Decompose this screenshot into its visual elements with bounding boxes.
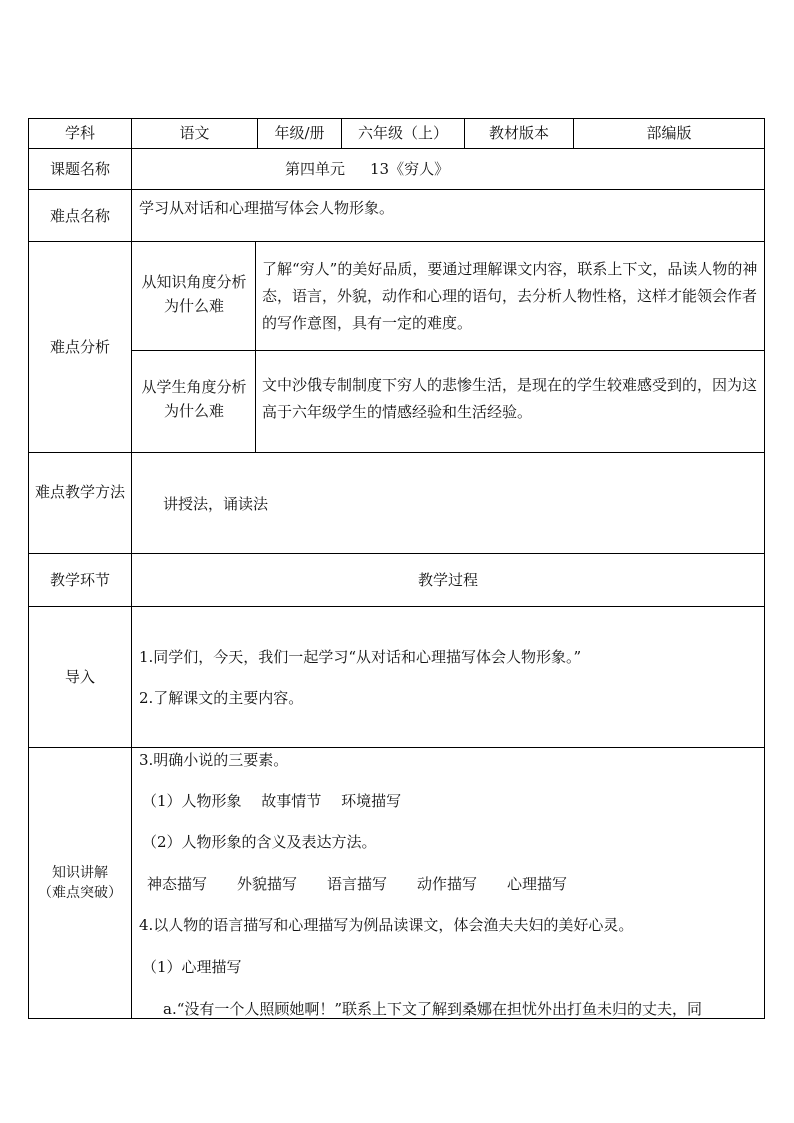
edition-value: 部编版 xyxy=(646,124,692,142)
knowledge-line-6: （1）心理描写 xyxy=(142,958,242,976)
student-angle-label: 从学生角度分析为什么难 xyxy=(141,378,247,420)
table-rule xyxy=(28,553,765,554)
analysis-label: 难点分析 xyxy=(49,338,110,356)
lesson-title: 13《穷人》 xyxy=(370,160,450,178)
method-label: 难点教学方法 xyxy=(34,483,125,501)
student-angle-text: 文中沙俄专制制度下穷人的悲惨生活，是现在的学生较难感受到的，因为这高于六年级学生的情感经验和生活经验。 xyxy=(262,376,758,421)
knowledge-line-7: a.“没有一个人照顾她啊！”联系上下文了解到桑娜在担忧外出打鱼未归的丈夫，同 xyxy=(163,1000,703,1018)
knowledge-line-1: 3.明确小说的三要素。 xyxy=(139,751,289,769)
difficulty-label: 难点名称 xyxy=(49,207,110,225)
table-rule xyxy=(28,241,765,242)
knowledge-label: 知识讲解 xyxy=(52,865,108,881)
table-rule xyxy=(255,241,256,452)
knowledge-line-5: 4.以人物的语言描写和心理描写为例品读课文，体会渔夫夫妇的美好心灵。 xyxy=(139,916,634,934)
table-rule xyxy=(764,118,765,1018)
table-rule xyxy=(28,148,765,149)
method-value: 讲授法，诵读法 xyxy=(163,495,269,513)
lesson-label: 课题名称 xyxy=(49,160,110,178)
intro-line-1: 1.同学们，今天，我们一起学习“从对话和心理描写体会人物形象。” xyxy=(139,648,582,666)
process-header: 教学过程 xyxy=(417,571,478,589)
knowledge-line-2: （1）人物形象 故事情节 环境描写 xyxy=(142,792,402,810)
intro-line-2: 2.了解课文的主要内容。 xyxy=(139,689,304,707)
grade-value: 六年级（上） xyxy=(357,124,448,142)
subject-value: 语文 xyxy=(179,124,210,142)
table-rule xyxy=(28,452,765,453)
table-rule xyxy=(28,118,29,1018)
intro-label: 导入 xyxy=(64,668,95,686)
table-rule xyxy=(28,118,765,119)
table-rule xyxy=(28,189,765,190)
edition-label: 教材版本 xyxy=(488,124,549,142)
knowledge-angle-text: 了解“穷人”的美好品质，要通过理解课文内容，联系上下文，品读人物的神态，语言，外貌，动作和心理的语句，去分析人物性格，这样才能领会作者的写作意图，具有一定的难度。 xyxy=(262,260,758,332)
grade-label: 年级/册 xyxy=(274,124,325,142)
stage-header: 教学环节 xyxy=(49,571,110,589)
difficulty-value: 学习从对话和心理描写体会人物形象。 xyxy=(139,199,395,217)
knowledge-angle-label: 从知识角度分析为什么难 xyxy=(141,273,247,315)
lesson-unit: 第四单元 xyxy=(285,160,346,178)
subject-label: 学科 xyxy=(64,124,95,142)
table-rule xyxy=(28,747,765,748)
knowledge-line-4: 神态描写 外貌描写 语言描写 动作描写 心理描写 xyxy=(147,875,568,893)
table-rule xyxy=(131,118,132,1018)
knowledge-line-3: （2）人物形象的含义及表达方法。 xyxy=(142,833,377,851)
table-rule xyxy=(131,350,765,351)
table-rule xyxy=(28,606,765,607)
table-rule xyxy=(28,1018,765,1019)
knowledge-sublabel: （难点突破） xyxy=(38,885,122,901)
